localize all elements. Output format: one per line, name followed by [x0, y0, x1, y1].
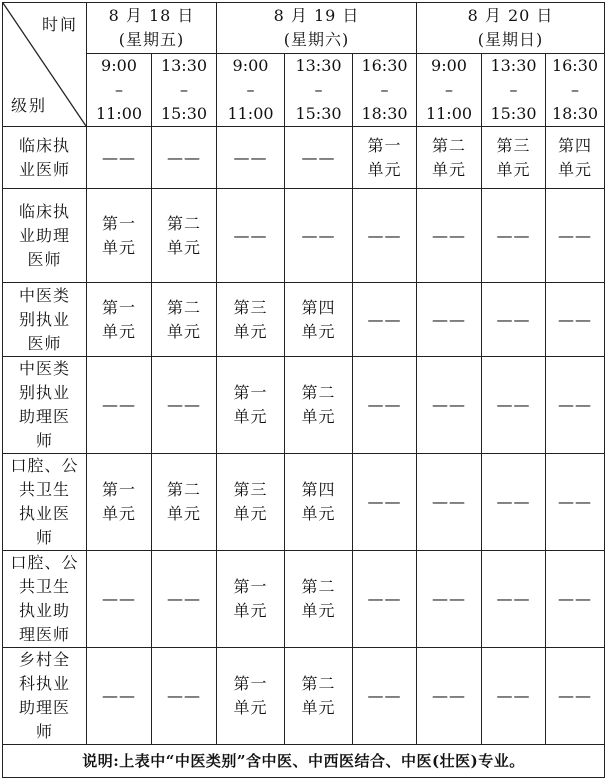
schedule-cell	[87, 454, 152, 551]
time-slot-end: 11:00	[227, 104, 274, 123]
time-slot-start: 13:30	[295, 56, 342, 75]
unit-label: ——	[102, 395, 136, 414]
schedule-cell	[217, 283, 285, 357]
unit-label: ——	[167, 589, 201, 608]
time-slot-start: 16:30	[551, 56, 599, 75]
schedule-cell	[417, 357, 482, 454]
schedule-cell	[417, 551, 482, 648]
time-slot-end: 15:30	[490, 104, 537, 123]
schedule-cell	[152, 283, 217, 357]
unit-label: 第二 单元	[301, 674, 336, 717]
unit-label: ——	[432, 225, 466, 245]
level-label: 口腔、公 共卫生 执业助 理医师	[10, 553, 79, 644]
schedule-cell	[417, 648, 482, 745]
time-slot-end: 15:30	[160, 104, 208, 123]
time-slot-sep: –	[380, 80, 389, 99]
schedule-cell	[482, 127, 546, 189]
date-header-2	[217, 3, 417, 54]
unit-label: ——	[167, 395, 201, 414]
schedule-cell	[285, 189, 353, 283]
schedule-cell	[217, 454, 285, 551]
schedule-cell	[152, 454, 217, 551]
level-label: 中医类 别执业 医师	[18, 285, 70, 353]
unit-label: 第一 单元	[233, 383, 268, 426]
schedule-cell	[482, 551, 546, 648]
schedule-cell	[482, 283, 546, 357]
schedule-cell	[482, 454, 546, 551]
date-text: 8 月 18 日	[108, 6, 195, 25]
unit-label: 第四 单元	[301, 480, 336, 523]
date-header-1	[87, 3, 217, 54]
time-slot-end: 11:00	[95, 104, 143, 123]
schedule-cell	[87, 551, 152, 648]
exam-schedule-table	[2, 2, 605, 778]
unit-label: 第二 单元	[301, 577, 336, 620]
time-slot-sep: –	[314, 80, 323, 99]
table-row	[3, 357, 605, 454]
time-slot-sep: –	[509, 80, 518, 99]
schedule-cell	[546, 127, 605, 189]
level-cell	[3, 357, 87, 454]
schedule-cell	[353, 127, 417, 189]
unit-label: 第三 单元	[233, 480, 268, 523]
unit-label: ——	[367, 225, 402, 245]
schedule-cell	[217, 551, 285, 648]
time-slot-start: 9:00	[101, 56, 137, 75]
time-slot-sep: –	[180, 80, 188, 99]
weekday-text: (星期五)	[118, 30, 185, 49]
unit-label: ——	[367, 309, 402, 329]
unit-label: 第一 单元	[367, 135, 402, 179]
time-slot-start: 13:30	[160, 56, 208, 75]
unit-label: 第二 单元	[166, 297, 201, 341]
schedule-cell	[285, 648, 353, 745]
unit-label: 第一 单元	[101, 480, 136, 523]
unit-label: ——	[558, 225, 592, 245]
schedule-cell	[417, 454, 482, 551]
schedule-cell	[87, 648, 152, 745]
schedule-cell	[217, 189, 285, 283]
schedule-cell	[152, 127, 217, 189]
unit-label: 第四 单元	[557, 135, 592, 179]
schedule-cell	[353, 189, 417, 283]
unit-label: ——	[496, 395, 531, 414]
unit-label: ——	[496, 492, 531, 511]
schedule-cell	[417, 127, 482, 189]
schedule-cell	[482, 189, 546, 283]
unit-label: ——	[102, 589, 136, 608]
schedule-cell	[87, 189, 152, 283]
corner-label-time: 时间	[41, 15, 78, 34]
unit-label: ——	[233, 225, 268, 245]
unit-label: ——	[301, 225, 336, 245]
time-slot-header	[482, 54, 546, 127]
unit-label: ——	[432, 492, 466, 511]
schedule-cell	[87, 357, 152, 454]
schedule-cell	[546, 357, 605, 454]
level-label: 乡村全 科执业 助理医 师	[18, 650, 70, 741]
schedule-cell	[152, 357, 217, 454]
schedule-cell	[285, 127, 353, 189]
date-text: 8 月 19 日	[273, 6, 360, 25]
level-cell	[3, 454, 87, 551]
table-row	[3, 127, 605, 189]
level-cell	[3, 551, 87, 648]
unit-label: 第二 单元	[166, 480, 201, 523]
unit-label: ——	[496, 686, 531, 705]
unit-label: ——	[496, 589, 531, 608]
table-row	[3, 648, 605, 745]
schedule-cell	[546, 454, 605, 551]
time-slot-header	[546, 54, 605, 127]
time-slot-start: 9:00	[232, 56, 269, 75]
schedule-cell	[353, 648, 417, 745]
level-label: 口腔、公 共卫生 执业医 师	[10, 456, 79, 547]
schedule-cell	[546, 551, 605, 648]
corner-header-cell	[3, 3, 87, 127]
unit-label: ——	[367, 589, 402, 608]
time-slot-header	[417, 54, 482, 127]
unit-label: ——	[558, 309, 592, 329]
table-row	[3, 454, 605, 551]
schedule-cell	[482, 648, 546, 745]
unit-label: ——	[558, 492, 592, 511]
time-slot-header	[87, 54, 152, 127]
table-row	[3, 551, 605, 648]
schedule-cell	[546, 189, 605, 283]
unit-label: ——	[558, 395, 592, 414]
time-slot-sep: –	[115, 80, 123, 99]
time-slot-start: 9:00	[431, 56, 467, 75]
date-header-3	[417, 3, 605, 54]
schedule-cell	[217, 127, 285, 189]
time-slot-header	[217, 54, 285, 127]
time-slot-sep: –	[246, 80, 255, 99]
unit-label: 第三 单元	[233, 297, 268, 341]
schedule-cell	[353, 357, 417, 454]
unit-label: ——	[432, 395, 466, 414]
time-slot-header	[152, 54, 217, 127]
schedule-cell	[152, 551, 217, 648]
unit-label: 第一 单元	[101, 297, 136, 341]
level-cell	[3, 189, 87, 283]
time-slot-start: 13:30	[490, 56, 537, 75]
unit-label: ——	[233, 147, 268, 167]
unit-label: ——	[432, 686, 466, 705]
unit-label: ——	[558, 686, 592, 705]
unit-label: 第一 单元	[101, 213, 136, 257]
unit-label: 第二 单元	[431, 135, 466, 179]
unit-label: ——	[167, 147, 201, 167]
weekday-text: (星期日)	[477, 30, 544, 49]
schedule-cell	[353, 551, 417, 648]
time-slot-end: 18:30	[551, 104, 599, 123]
schedule-cell	[285, 357, 353, 454]
weekday-text: (星期六)	[283, 30, 350, 49]
time-slot-end: 18:30	[361, 104, 408, 123]
unit-label: ——	[167, 686, 201, 705]
schedule-cell	[353, 283, 417, 357]
schedule-cell	[217, 357, 285, 454]
time-slot-start: 16:30	[361, 56, 408, 75]
time-slot-header	[285, 54, 353, 127]
unit-label: ——	[367, 492, 402, 511]
schedule-cell	[87, 127, 152, 189]
table-row	[3, 189, 605, 283]
level-cell	[3, 127, 87, 189]
schedule-cell	[285, 283, 353, 357]
date-text: 8 月 20 日	[467, 6, 554, 25]
unit-label: ——	[432, 309, 466, 329]
unit-label: 第三 单元	[496, 135, 531, 179]
unit-label: ——	[367, 395, 402, 414]
level-label: 中医类 别执业 助理医 师	[18, 359, 70, 450]
level-cell	[3, 648, 87, 745]
unit-label: ——	[301, 147, 336, 167]
schedule-cell	[285, 551, 353, 648]
schedule-cell	[87, 283, 152, 357]
time-slot-sep: –	[445, 80, 453, 99]
level-label: 临床执 业医师	[18, 135, 70, 179]
time-slot-header	[353, 54, 417, 127]
unit-label: 第一 单元	[233, 577, 268, 620]
schedule-cell	[417, 189, 482, 283]
schedule-cell	[417, 283, 482, 357]
footnote: 说明:上表中“中医类别”含中医、中西医结合、中医(壮医)专业。	[3, 745, 605, 778]
unit-label: ——	[558, 589, 592, 608]
schedule-cell	[285, 454, 353, 551]
unit-label: ——	[496, 309, 531, 329]
unit-label: ——	[432, 589, 466, 608]
unit-label: ——	[367, 686, 402, 705]
time-slot-sep: –	[571, 80, 579, 99]
corner-label-level: 级别	[11, 96, 48, 115]
unit-label: ——	[496, 225, 531, 245]
schedule-cell	[152, 648, 217, 745]
schedule-cell	[353, 454, 417, 551]
schedule-cell	[546, 283, 605, 357]
level-label: 临床执 业助理 医师	[18, 201, 70, 269]
table-row	[3, 283, 605, 357]
schedule-cell	[546, 648, 605, 745]
unit-label: ——	[102, 147, 136, 167]
unit-label: 第二 单元	[301, 383, 336, 426]
schedule-cell	[482, 357, 546, 454]
time-slot-end: 11:00	[425, 104, 473, 123]
time-slot-end: 15:30	[295, 104, 342, 123]
schedule-cell	[152, 189, 217, 283]
schedule-cell	[217, 648, 285, 745]
level-cell	[3, 283, 87, 357]
unit-label: ——	[102, 686, 136, 705]
unit-label: 第二 单元	[166, 213, 201, 257]
unit-label: 第一 单元	[233, 674, 268, 717]
unit-label: 第四 单元	[301, 297, 336, 341]
